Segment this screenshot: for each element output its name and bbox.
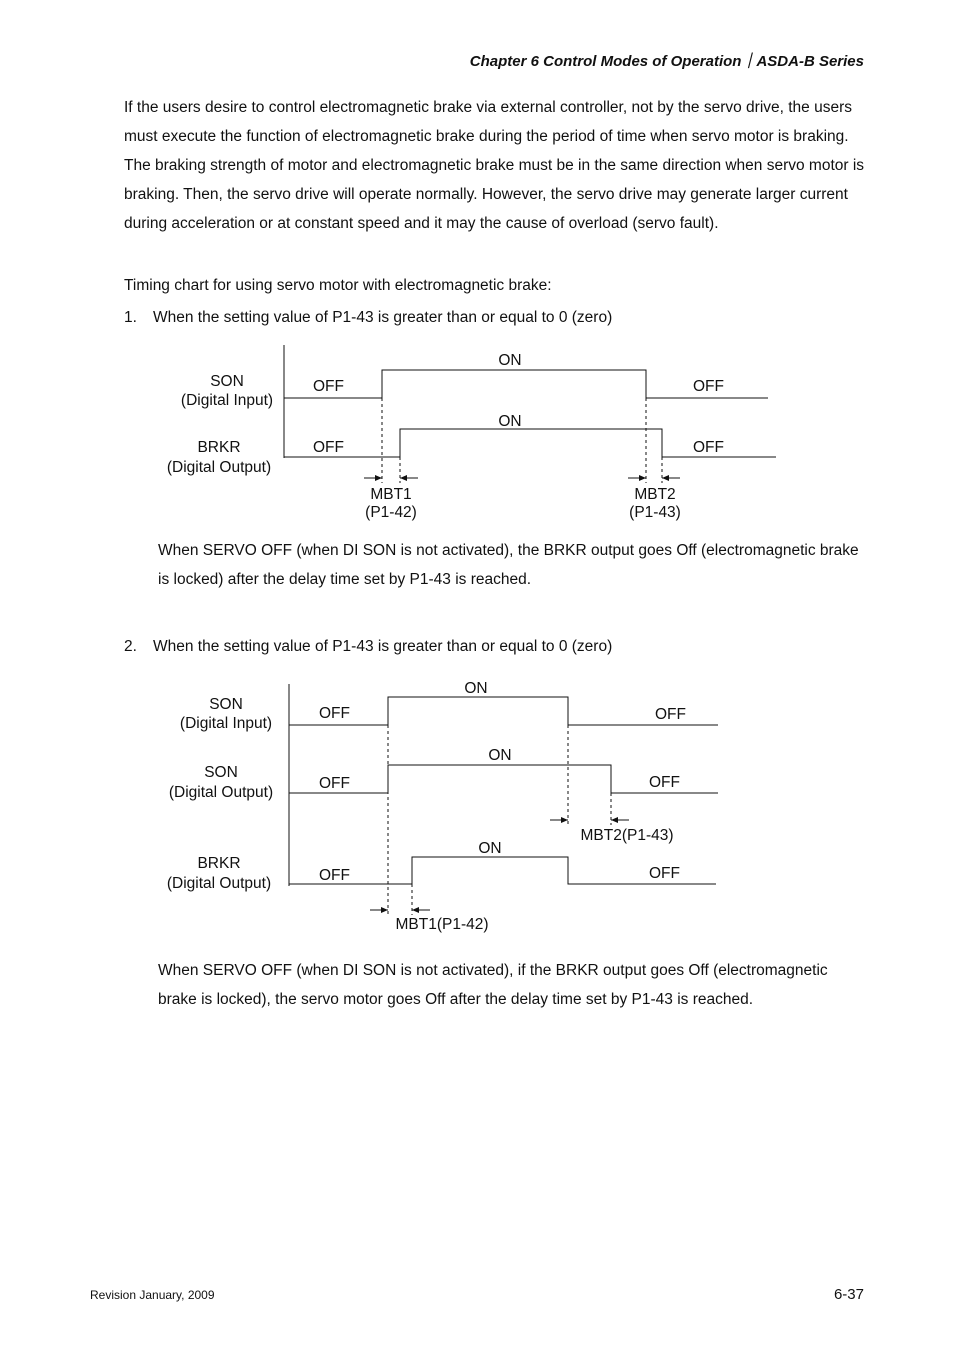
list-item-number: 1.	[124, 309, 137, 326]
son-off-right: OFF	[655, 706, 686, 723]
son-sub-label: (Digital Input)	[179, 715, 273, 732]
son-output-off-right: OFF	[649, 774, 680, 791]
son-off-left: OFF	[319, 705, 350, 722]
mbt2-sub-label: (P1-43)	[629, 504, 681, 521]
note-1: When SERVO OFF (when DI SON is not activated), the BRKR output goes Off (electromagnetic brake is locked) after the delay time set by P1-43 is reached.	[158, 542, 859, 588]
son-off-right: OFF	[693, 378, 724, 395]
timing-intro: Timing chart for using servo motor with electromagnetic brake:	[124, 277, 552, 294]
brkr-off-left: OFF	[313, 439, 344, 456]
brkr-off-right: OFF	[693, 439, 724, 456]
son-output-sub-label: (Digital Output)	[168, 784, 274, 801]
son-label: SON	[210, 373, 244, 390]
mbt2-label: MBT2	[634, 486, 676, 503]
brkr-off-left: OFF	[319, 867, 350, 884]
son-label: SON	[209, 696, 243, 713]
son-output-label: SON	[204, 764, 238, 781]
intro-paragraph: If the users desire to control electromagnetic brake via external controller, not by the servo drive, the users must execute the function of electromagnetic brake during the period of time when servo motor is braking. The braking strength of motor and electromagnetic brake must be in the same direction when servo motor is braking. Then, the servo drive will operate normally. However, the servo drive may generate larger current during acceleration or at constant speed and it may the cause of overload (servo fault).	[124, 99, 865, 232]
revision-footer: Revision January, 2009	[90, 1288, 215, 1302]
list-item-text: When the setting value of P1-43 is greater than or equal to 0 (zero)	[153, 638, 613, 655]
brkr-label: BRKR	[197, 855, 241, 872]
brkr-on: ON	[478, 840, 502, 857]
mbt1-label: MBT1(P1-42)	[395, 916, 489, 933]
brkr-sub-label: (Digital Output)	[166, 459, 272, 476]
chapter-header: Chapter 6 Control Modes of Operation｜ASDA-B Series	[469, 53, 864, 70]
mbt1-sub-label: (P1-42)	[365, 504, 417, 521]
brkr-off-right: OFF	[649, 865, 680, 882]
list-item-number: 2.	[124, 638, 137, 655]
brkr-sub-label: (Digital Output)	[166, 875, 272, 892]
mbt2-label: MBT2(P1-43)	[580, 827, 674, 844]
son-on: ON	[498, 352, 522, 369]
brkr-label: BRKR	[197, 439, 241, 456]
son-sub-label: (Digital Input)	[180, 392, 274, 409]
son-off-left: OFF	[313, 378, 344, 395]
brkr-on: ON	[498, 413, 522, 430]
son-on: ON	[464, 680, 488, 697]
note-2: When SERVO OFF (when DI SON is not activated), if the BRKR output goes Off (electromagnetic brake is locked), the servo motor goes Off after the delay time set by P1-43 is reached.	[158, 962, 828, 1008]
son-output-off-left: OFF	[319, 775, 350, 792]
list-item-text: When the setting value of P1-43 is greater than or equal to 0 (zero)	[153, 309, 613, 326]
page-number: 6-37	[833, 1286, 864, 1303]
son-output-on: ON	[488, 747, 512, 764]
mbt1-label: MBT1	[370, 486, 412, 503]
